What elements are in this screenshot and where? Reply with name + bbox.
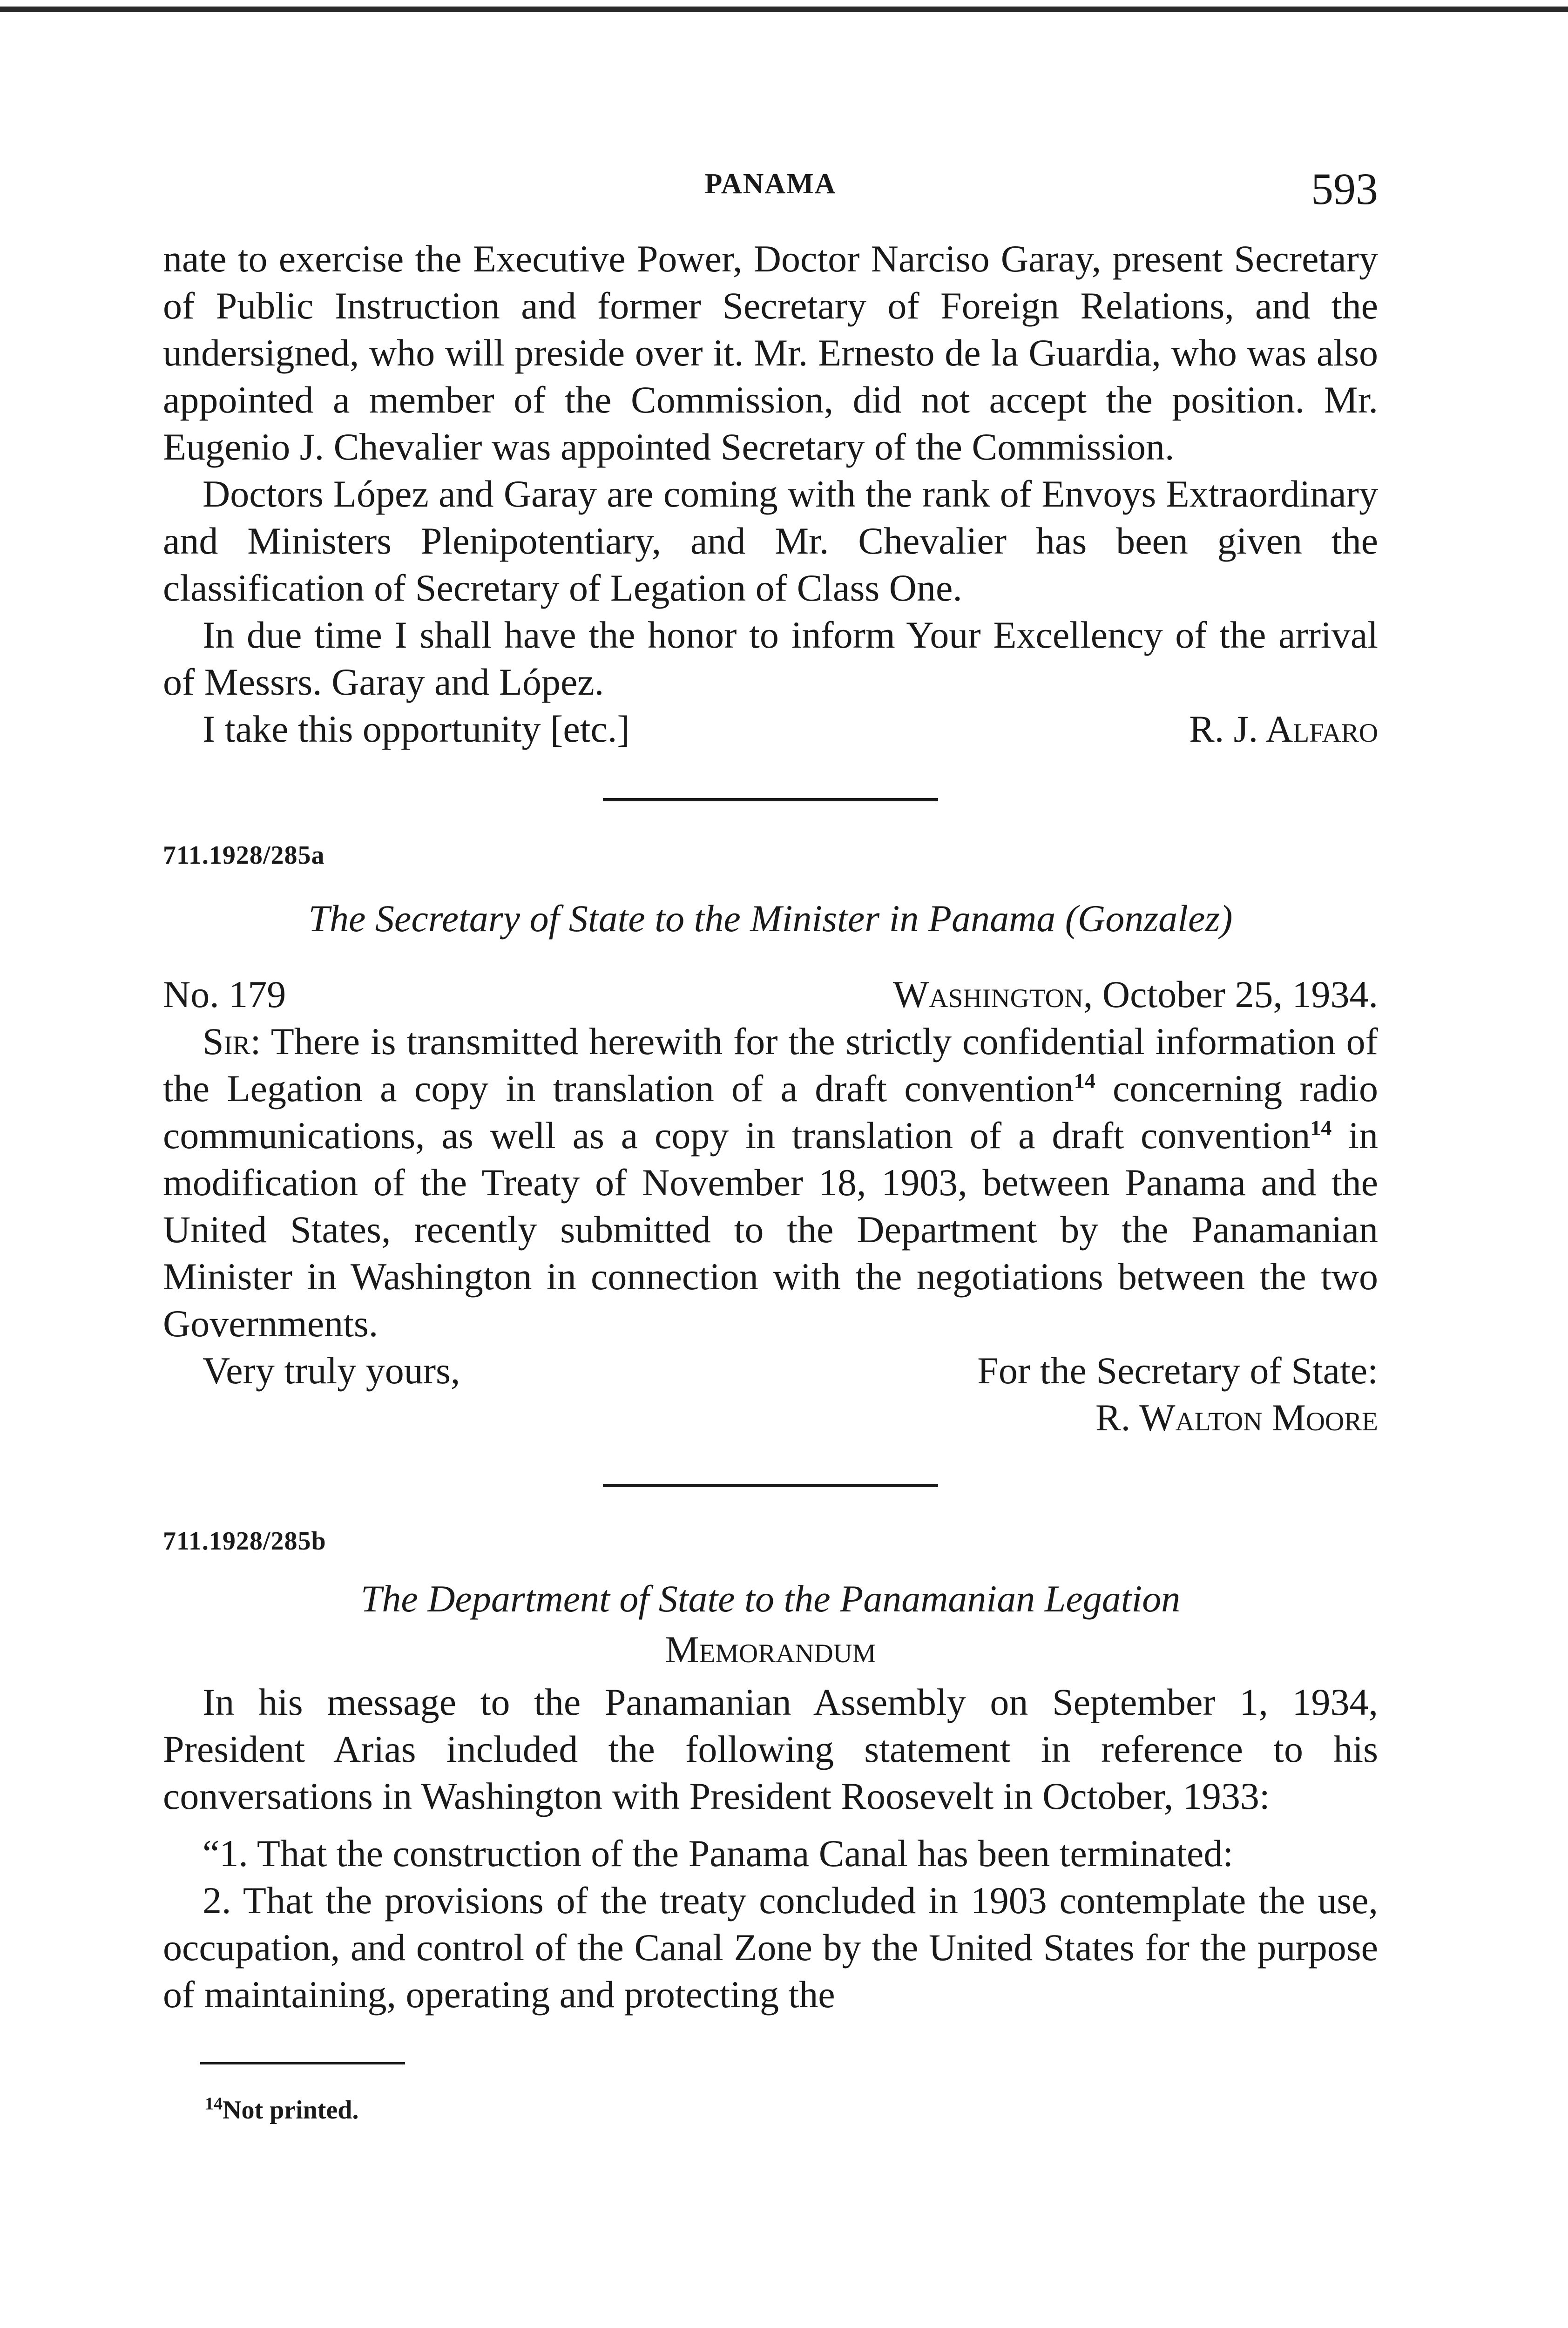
footnote — [163, 2087, 1378, 2134]
section-divider-1 — [603, 798, 938, 801]
doc1-closing-line — [163, 1347, 1378, 1394]
doc1-date: , October 25, 1934. — [1083, 973, 1378, 1015]
doc1-dateline — [163, 971, 1378, 1018]
footnote-marker: 14 — [205, 2094, 223, 2114]
doc1-salutation: Sir — [203, 1020, 250, 1062]
letter-paragraph-2: Doctors López and Garay are coming with the rank of Envoys Extraordinary and Ministers Plenipotentiary, and Mr. Chevalier has been given the classification of Secretary of Legation of Class One. — [163, 473, 1378, 609]
page-number: 593 — [1311, 164, 1378, 214]
letter-closing: I take this opportunity [etc.] — [203, 708, 630, 750]
section-divider-2 — [603, 1484, 938, 1487]
doc1-number: No. 179 — [163, 973, 286, 1015]
running-header — [163, 163, 1378, 214]
doc2-heading: The Department of State to the Panamanian Legation — [360, 1577, 1181, 1620]
footnote-reference: 14 — [1074, 1069, 1095, 1093]
doc2-subheading: Memorandum — [665, 1628, 876, 1671]
doc1-place-date — [893, 971, 1378, 1018]
letter-paragraph-3: In due time I shall have the honor to inform Your Excellency of the arrival of Messrs. Garay and López. — [163, 614, 1378, 703]
doc2-file-number: 711.1928/285b — [163, 1527, 326, 1556]
doc1-body-part-a: : There is transmitted herewith for the strictly confidential information of the Legation a copy in translation of a draft convention — [163, 1020, 1378, 1110]
letter-signature: R. J. Alfaro — [1189, 708, 1378, 750]
doc1-place: Washington — [893, 973, 1083, 1015]
doc1-heading: The Secretary of State to the Minister in Panama (Gonzalez) — [308, 897, 1233, 940]
letter-paragraph-1: nate to exercise the Executive Power, Doctor Narciso Garay, present Secretary of Public Instruction and former Secretary of Foreign Relations, and the undersigned, who will preside over it. Mr. Ernesto de la Guardia, who was also appointed a member of the Commission, did not accept the position. Mr. Eugenio J. Chevalier was appointed Secretary of the Commission. — [163, 237, 1378, 468]
doc2-paragraph-1: In his message to the Panamanian Assembly on September 1, 1934, President Arias included the following statement in reference to his conversations in Washington with President Roosevelt in October, 1933: — [163, 1681, 1378, 1817]
doc1-body-part-b: concerning radio communications, as well as a copy in translation of a draft convention — [163, 1067, 1379, 1157]
letter-closing-line — [163, 705, 1378, 752]
doc1-signoff: For the Secretary of State: — [977, 1349, 1378, 1392]
doc1-body — [163, 1018, 1378, 1347]
page-top-edge — [0, 7, 1568, 12]
footnote-text: Not printed. — [223, 2096, 359, 2125]
page-body — [163, 235, 1378, 2134]
doc1-signature: R. Walton Moore — [1095, 1396, 1378, 1439]
doc2-quote-2: 2. That the provisions of the treaty concluded in 1903 contemplate the use, occupation, and control of the Canal Zone by the United States for the purpose of maintaining, operating and protecting the — [163, 1879, 1378, 2016]
doc1-body-part-c: in modification of the Treaty of November 18, 1903, between Panama and the United States, recently submitted to the Department by the Panamanian Minister in Washington in connection with the negotiations between the two Governments. — [163, 1114, 1378, 1345]
footnote-reference: 14 — [1310, 1116, 1332, 1140]
running-title: PANAMA — [704, 168, 837, 200]
doc2-quote-1: “1. That the construction of the Panama Canal has been terminated: — [203, 1832, 1234, 1875]
doc1-file-number: 711.1928/285a — [163, 841, 325, 870]
doc1-closing: Very truly yours, — [203, 1349, 460, 1392]
